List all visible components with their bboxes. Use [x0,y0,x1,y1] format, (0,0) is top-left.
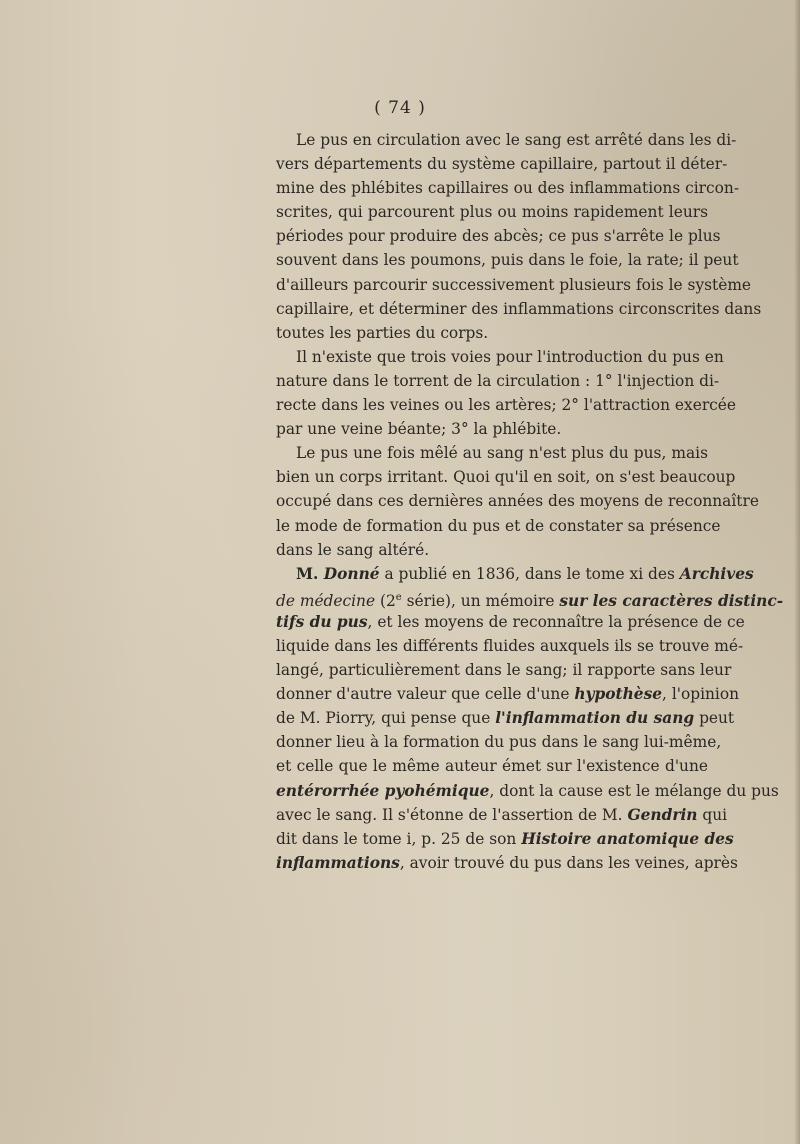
text-line [276,803,728,827]
text-run: , dont la cause est le mélange du pus [489,781,779,800]
text-run-italic: Histoire anatomique des [521,829,734,848]
text-line: liquide dans les différents fluides auxquels ils se trouve mé- [276,636,744,655]
text-run: dit dans le tome i, p. 25 de son [276,829,522,848]
text-run-superscript: e [395,591,402,603]
text-run-italic: tifs du pus [276,612,368,631]
text-line: vers départements du système capillaire, partout il déter- [276,155,728,174]
text-line: recte dans les veines ou les artères; 2° l'attraction exercée [276,396,737,415]
text-line: langé, particulièrement dans le sang; il rapporte sans leur [276,661,732,680]
text-line: périodes pour produire des abcès; ce pus s'arrête le plus [276,227,721,246]
text-run: , l'opinion [662,685,740,704]
text-run-italic: de médecine [276,591,376,610]
text-line: Le pus une fois mêlé au sang n'est plus du pus, mais [296,444,708,463]
text-run: , et les moyens de reconnaître la présence de ce [367,612,745,631]
text-run: peut [694,709,735,728]
text-line: bien un corps irritant. Quoi qu'il en soit, on s'est beaucoup [276,468,736,487]
text-run-italic: inflammations [276,853,400,872]
text-line: d'ailleurs parcourir successivement plusieurs fois le système [276,275,752,294]
text-line: par une veine béante; 3° la phlébite. [276,420,562,439]
text-line: occupé dans ces dernières années des moyens de reconnaître [276,492,759,511]
text-run: qui [697,805,728,824]
text-run: série), un mémoire [401,591,560,610]
text-line: et celle que le même auteur émet sur l'existence d'une [276,757,708,776]
text-run-italic: Archives [679,564,754,583]
text-run: , avoir trouvé du pus dans les veines, après [399,853,738,872]
text-line: donner lieu à la formation du pus dans le sang lui-même, [276,733,722,752]
text-line: mine des phlébites capillaires ou des inflammations circon- [276,179,740,198]
text-line: le mode de formation du pus et de constater sa présence [276,516,721,535]
text-line: Le pus en circulation avec le sang est arrêté dans les di- [296,131,737,149]
text-run-italic: Gendrin [627,805,698,824]
text-run-italic: entérorrhée pyohémique [276,781,490,800]
text-line [276,562,754,586]
text-line: Il n'existe que trois voies pour l'introduction du pus en [296,347,724,366]
text-line [276,706,735,730]
text-line [276,827,734,851]
text-run: avec le sang. Il s'étonne de l'assertion de M. [276,805,628,824]
text-line [276,779,779,803]
text-run-italic: l'inflammation du sang [495,709,695,728]
page-edge [794,0,800,1144]
text-line [276,586,784,610]
text-line: dans le sang altéré. [276,540,430,559]
text-line [276,682,740,706]
text-line: capillaire, et déterminer des inflammations circonscrites dans [276,299,762,318]
text-run-italic: sur les caractères distinc- [559,591,784,610]
page-number: ( 74 ) [374,98,426,118]
text-run: donner d'autre valeur que celle d'une [276,685,575,704]
text-line: toutes les parties du corps. [276,323,489,342]
body-text [276,128,784,875]
text-run: M. [296,564,324,583]
text-line: scrites, qui parcourent plus ou moins rapidement leurs [276,203,708,222]
text-run: de M. Piorry, qui pense que [276,709,496,728]
text-run: (2 [375,591,396,610]
text-line: nature dans le torrent de la circulation : 1° l'injection di- [276,371,720,390]
text-run-italic: Donné [323,564,380,583]
text-line: souvent dans les poumons, puis dans le foie, la rate; il peut [276,251,739,270]
text-run-italic: hypothèse [574,685,663,704]
text-line [276,610,745,634]
text-line [276,851,738,875]
text-run: a publié en 1836, dans le tome xi des [379,564,680,583]
